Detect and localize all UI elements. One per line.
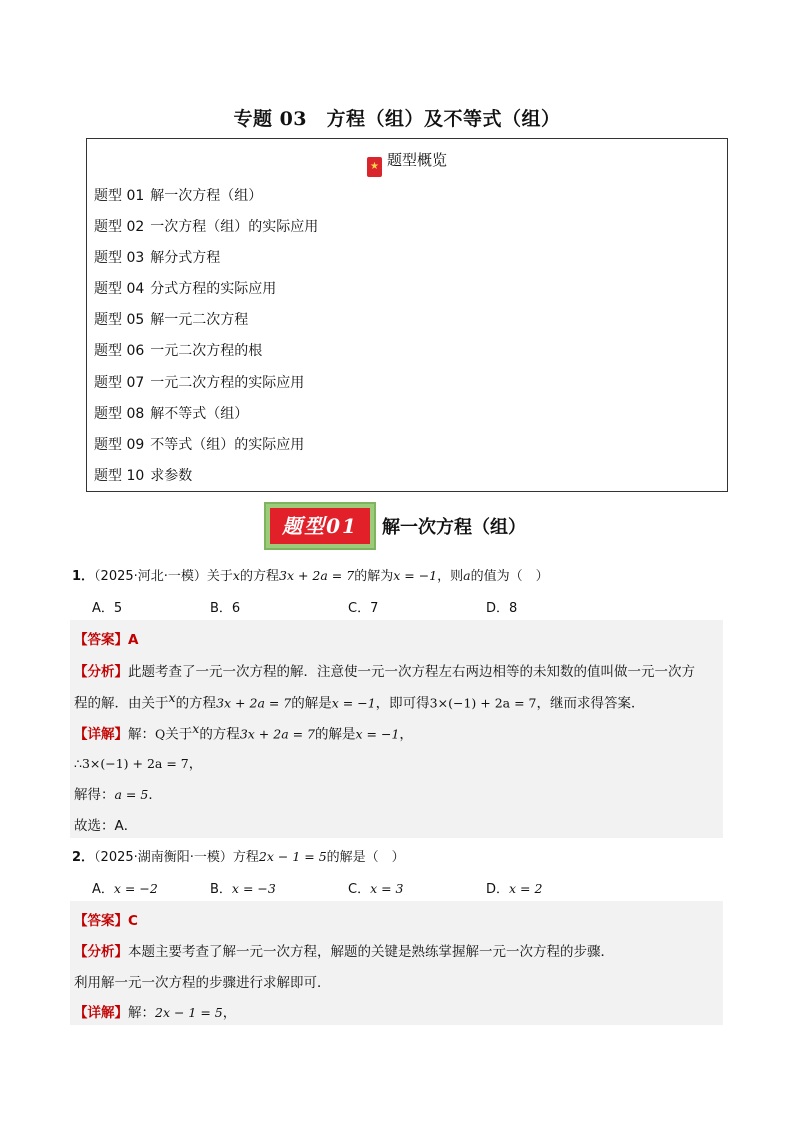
page-title: 专题 03 方程（组）及不等式（组） <box>233 108 561 130</box>
list-item: 题型 10 求参数 <box>94 467 193 484</box>
option-c: C．7 <box>348 601 379 616</box>
option-d: D．8 <box>486 601 518 616</box>
option-c: C．x = 3 <box>348 881 404 897</box>
list-item: 题型 01 解一次方程（组） <box>94 188 263 204</box>
overview-header-label: 题型概览 <box>386 151 447 169</box>
question-2-answer-block: 【答案】C 【分析】本题主要考查了解一元一次方程，解题的关键是熟练掌握解一元一次方程的步骤． 利用解一元一次方程的步骤进行求解即可． 【详解】解：2x − 1 = 5， <box>70 901 723 1025</box>
section-banner <box>264 502 376 550</box>
option-a: A．5 <box>92 601 123 616</box>
option-d: D．x = 2 <box>486 881 543 897</box>
option-b: B．x = −3 <box>210 881 276 897</box>
list-item: 题型 07 一元二次方程的实际应用 <box>94 374 305 391</box>
overview-box <box>86 138 728 492</box>
book-icon: ★ <box>367 157 382 177</box>
option-a: A．x = −2 <box>92 881 158 897</box>
list-item: 题型 09 不等式（组）的实际应用 <box>94 436 305 453</box>
list-item: 题型 04 分式方程的实际应用 <box>94 281 277 298</box>
overview-header <box>87 149 727 177</box>
list-item: 题型 05 解一元二次方程 <box>94 312 249 329</box>
list-item: 题型 03 解分式方程 <box>94 250 221 267</box>
list-item: 题型 06 一元二次方程的根 <box>94 343 263 360</box>
list-item: 题型 08 解不等式（组） <box>94 405 249 422</box>
option-b: B．6 <box>210 601 241 616</box>
section-title: 解一次方程（组） <box>382 517 526 538</box>
question-1-answer-block: 【答案】A 【分析】此题考查了一元一次方程的解．注意使一元一次方程左右两边相等的未知数的值叫做一元一次方 程的解．由关于$^x$的方程3x + 2a = 7的解是x = −1，即可得3×(−1) + 2a = 7，继而求得答案． 【详解】解：Q关于$^x$的方程3x + 2a = 7的解是x = −1， ∴3×(−1) + 2a = 7， 解得：a = 5． 故选：A． <box>70 620 723 838</box>
section-banner-label: 题型01 <box>270 508 370 544</box>
question-1-stem: 1．（2025·河北·一模）关于x的方程3x + 2a = 7的解为x = −1，则a的值为（ ） <box>72 568 549 584</box>
overview-list <box>94 186 318 497</box>
question-2-stem: 2．（2025·湖南衡阳·一模）方程2x − 1 = 5的解是（ ） <box>72 849 405 865</box>
list-item: 题型 02 一次方程（组）的实际应用 <box>94 219 319 236</box>
